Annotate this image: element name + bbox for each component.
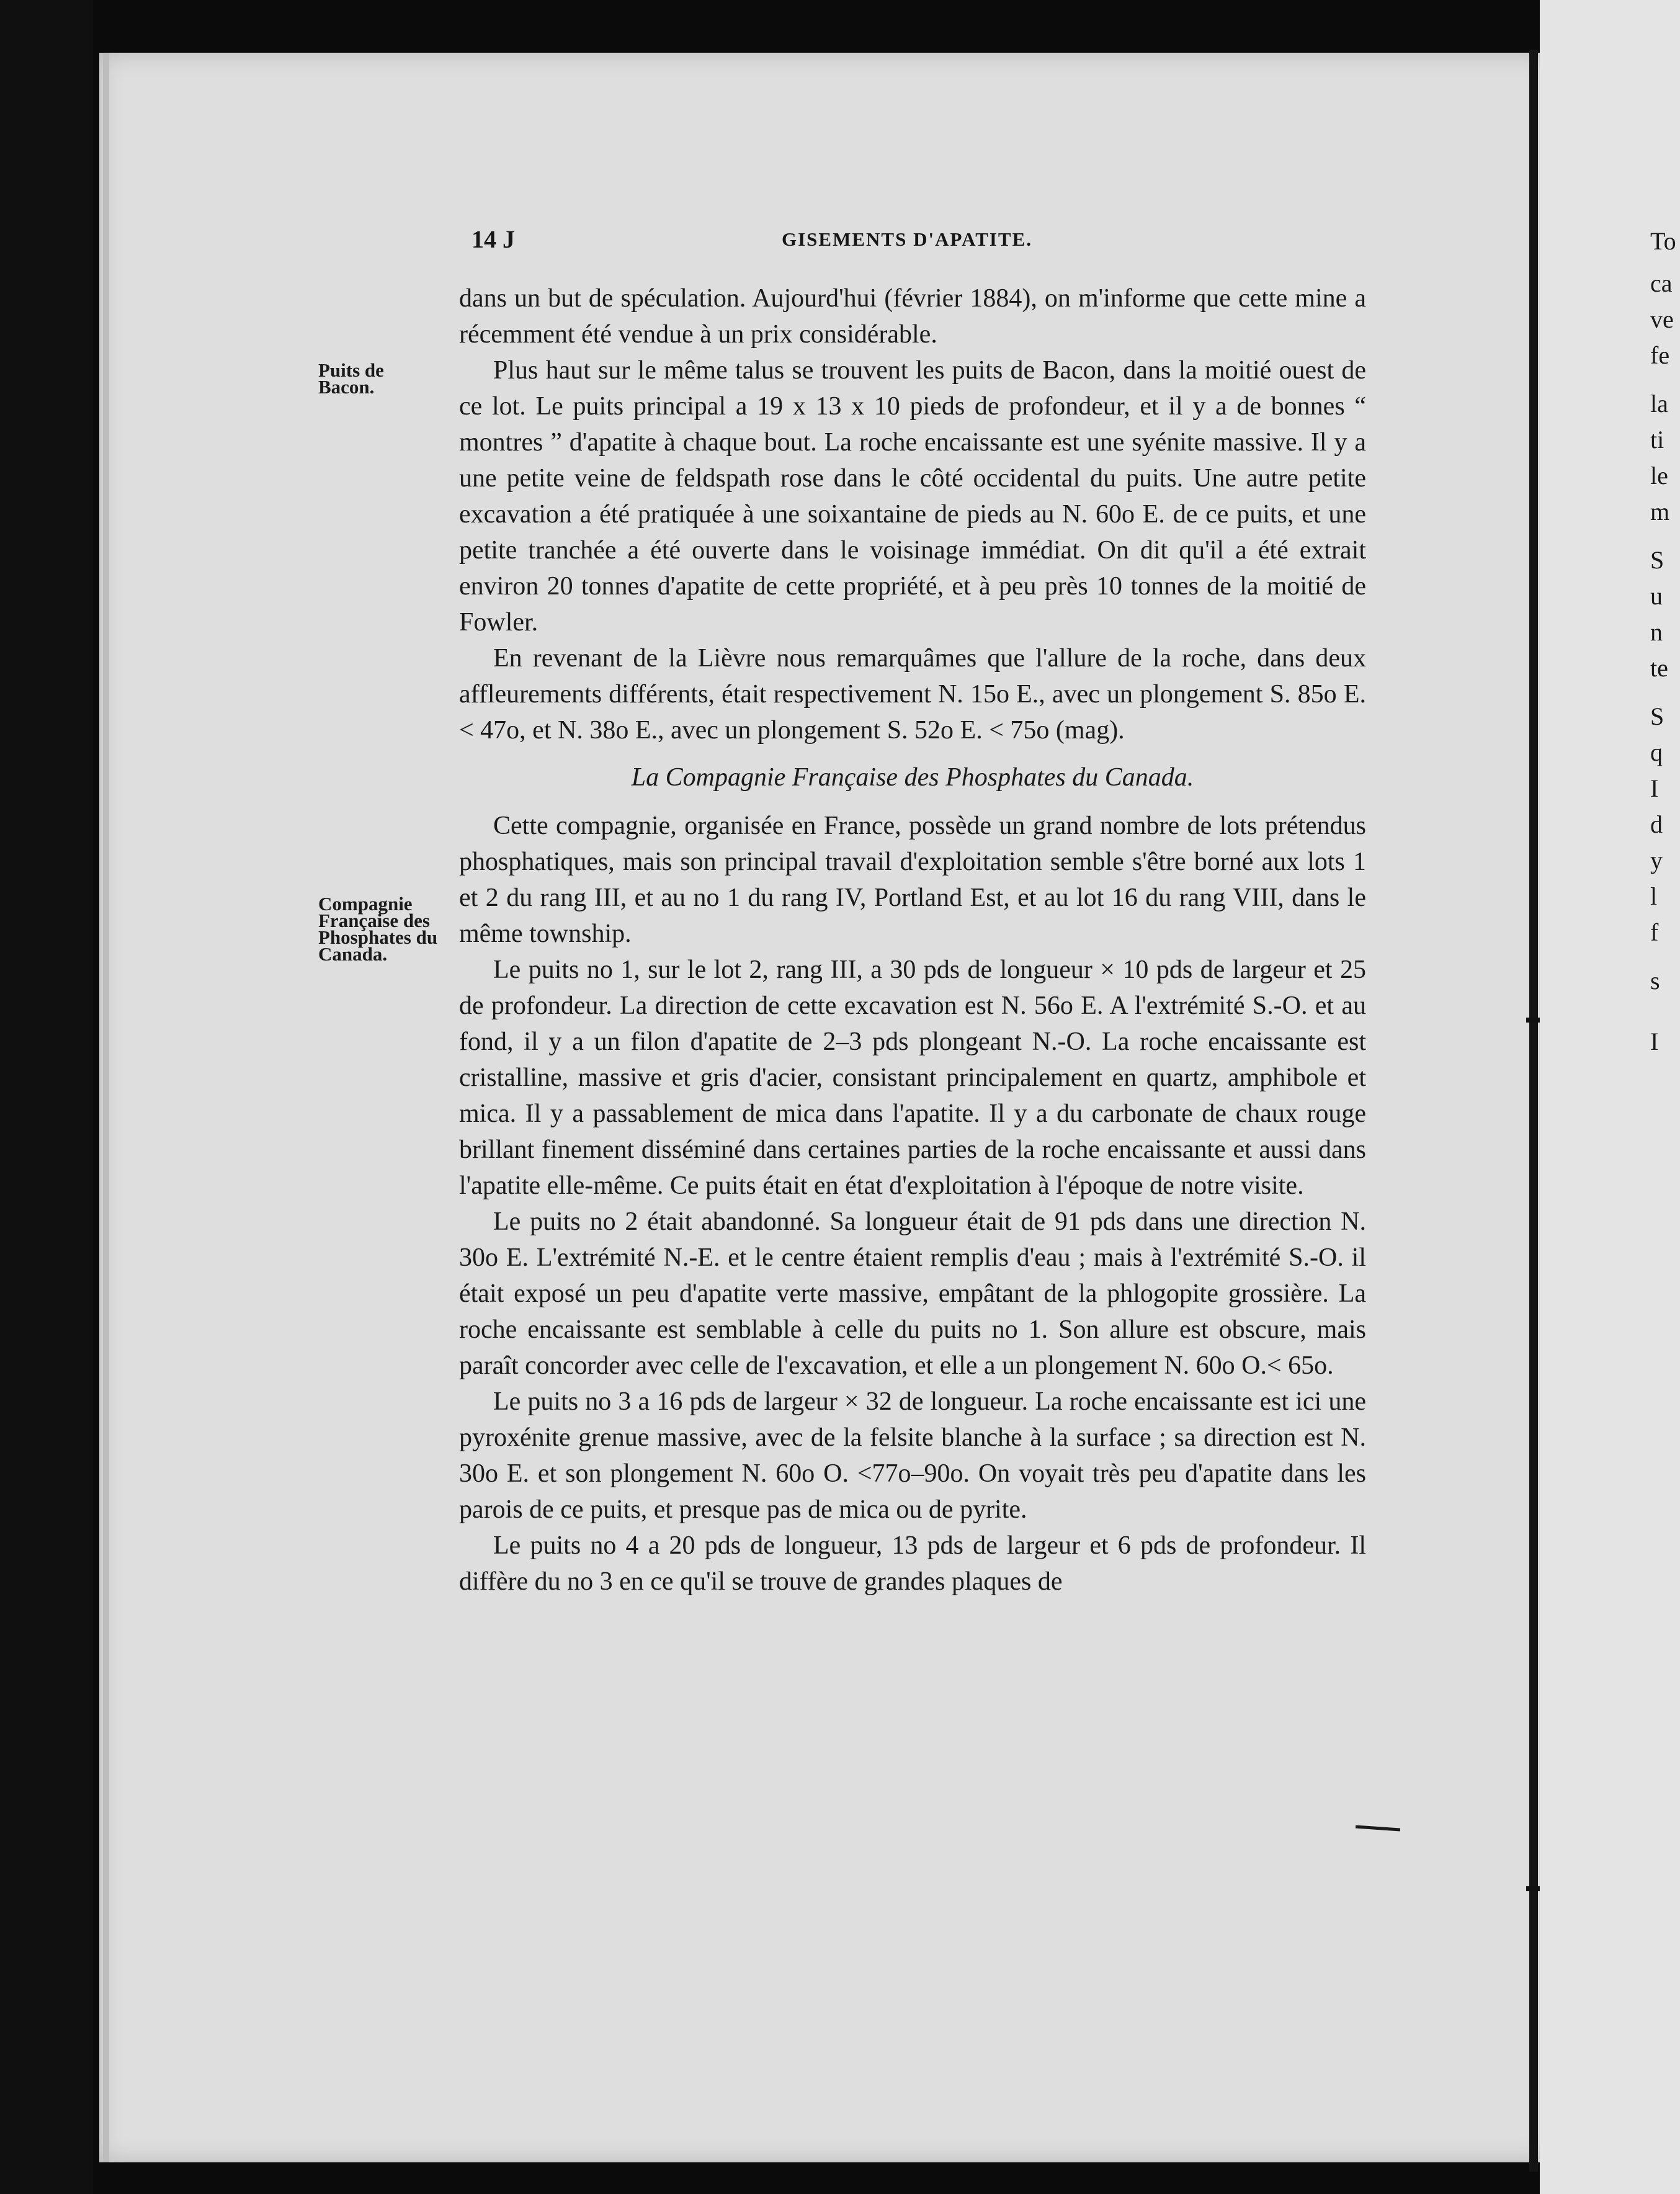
adjacent-fragment: d: [1650, 810, 1663, 838]
adjacent-fragment: ti: [1650, 426, 1664, 454]
paragraph: Plus haut sur le même talus se trouvent les puits de Bacon, dans la moitié ouest de ce lot. Le puits principal a 19 x 13 x 10 pieds de profondeur, et il y a de bonnes “ montres ” d'apatite à chaque bout. La roche encaissante est une syénite massive. Il y a une petite veine de feldspath rose dans le côté occidental du puits. Une autre petite excavation a été pratiquée à une soixantaine de pieds au N. 60o E. de ce puits, et une petite tranchée a été ouverte dans le voisinage immédiat. On dit qu'il a été extrait environ 20 tonnes d'apatite de cette propriété, et à peu près 10 tonnes de la moitié de Fowler.: [459, 356, 1366, 637]
paragraph: Cette compagnie, organisée en France, possède un grand nombre de lots prétendus phosphatiques, mais son principal travail d'exploitation semble s'être borné aux lots 1 et 2 du rang III, et au no 1 du rang IV, Portland Est, et au lot 16 du rang VIII, dans le même township.: [459, 812, 1366, 948]
section-title: La Compagnie Française des Phosphates du Canada.: [631, 763, 1194, 792]
adjacent-page-text: [1650, 223, 1676, 1060]
adjacent-fragment: f: [1650, 918, 1659, 946]
page-binding-edge: [1529, 50, 1538, 2172]
adjacent-fragment: te: [1650, 654, 1668, 682]
page-number: 14 J: [471, 225, 515, 253]
adjacent-fragment: To: [1650, 227, 1676, 255]
body-text: [459, 280, 1366, 1600]
adjacent-fragment: l: [1650, 882, 1658, 910]
margin-note-bacon: Puits de Bacon.: [318, 359, 384, 398]
paragraph: Le puits no 4 a 20 pds de longueur, 13 pds de largeur et 6 pds de profondeur. Il diffère du no 3 en ce qu'il se trouve de grandes plaques de: [459, 1531, 1366, 1596]
adjacent-fragment: n: [1650, 618, 1663, 646]
adjacent-fragment: I: [1650, 1028, 1659, 1055]
paragraph: En revenant de la Lièvre nous remarquâmes que l'allure de la roche, dans deux affleurements différents, était respectivement N. 15o E., avec un plongement S. 85o E.< 47o, et N. 38o E., avec un plongement S. 52o E. < 75o (mag).: [459, 644, 1366, 745]
paragraph: Le puits no 3 a 16 pds de largeur × 32 de longueur. La roche encaissante est ici une pyroxénite grenue massive, avec de la felsite blanche à la surface ; sa direction est N. 30o E. et son plongement N. 60o O. <77o–90o. On voyait très peu d'apatite dans les parois de ce puits, et presque pas de mica ou de pyrite.: [459, 1387, 1366, 1524]
adjacent-fragment: ve: [1650, 305, 1674, 333]
adjacent-fragment: q: [1650, 738, 1663, 766]
adjacent-fragment: y: [1650, 846, 1663, 874]
adjacent-fragment: la: [1650, 390, 1668, 418]
adjacent-fragment: s: [1650, 967, 1660, 995]
adjacent-fragment: ca: [1650, 269, 1673, 297]
margin-note-compagnie: Compagnie Française des Phosphates du Canada.: [318, 893, 438, 965]
paragraph: dans un but de spéculation. Aujourd'hui (février 1884), on m'informe que cette mine a récemment été vendue à un prix considérable.: [459, 284, 1366, 349]
page-header: [459, 225, 1359, 262]
adjacent-fragment: m: [1650, 498, 1670, 526]
scan-left-margin: [0, 0, 93, 2194]
adjacent-fragment: I: [1650, 774, 1659, 802]
running-title: GISEMENTS D'APATITE.: [782, 228, 1033, 250]
adjacent-fragment: S: [1650, 702, 1664, 730]
binding-mark: [1526, 1018, 1541, 1023]
adjacent-fragment: fe: [1650, 341, 1670, 369]
binding-mark: [1526, 1886, 1541, 1891]
paragraph: Le puits no 1, sur le lot 2, rang III, a 30 pds de longueur × 10 pds de largeur et 25 de profondeur. La direction de cette excavation est N. 56o E. A l'extrémité S.-O. et au fond, il y a un filon d'apatite de 2–3 pds plongeant N.-O. La roche encaissante est cristalline, massive et gris d'acier, consistant principalement en quartz, amphibole et mica. Il y a passablement de mica dans l'apatite. Il y a du carbonate de chaux rouge brillant finement disséminé dans certaines parties de la roche encaissante et aussi dans l'apatite elle-même. Ce puits était en état d'exploitation à l'époque de notre visite.: [459, 956, 1366, 1200]
adjacent-fragment: u: [1650, 582, 1663, 610]
paragraph: Le puits no 2 était abandonné. Sa longueur était de 91 pds dans une direction N. 30o E. L'extrémité N.-E. et le centre étaient remplis d'eau ; mais à l'extrémité S.-O. il était exposé un peu d'apatite verte massive, empâtant de la phlogopite grossière. La roche encaissante est semblable à celle du puits no 1. Son allure est obscure, mais paraît concorder avec celle de l'excavation, et elle a un plongement N. 60o O.< 65o.: [459, 1207, 1366, 1380]
adjacent-fragment: S: [1650, 546, 1664, 574]
adjacent-fragment: le: [1650, 462, 1668, 490]
